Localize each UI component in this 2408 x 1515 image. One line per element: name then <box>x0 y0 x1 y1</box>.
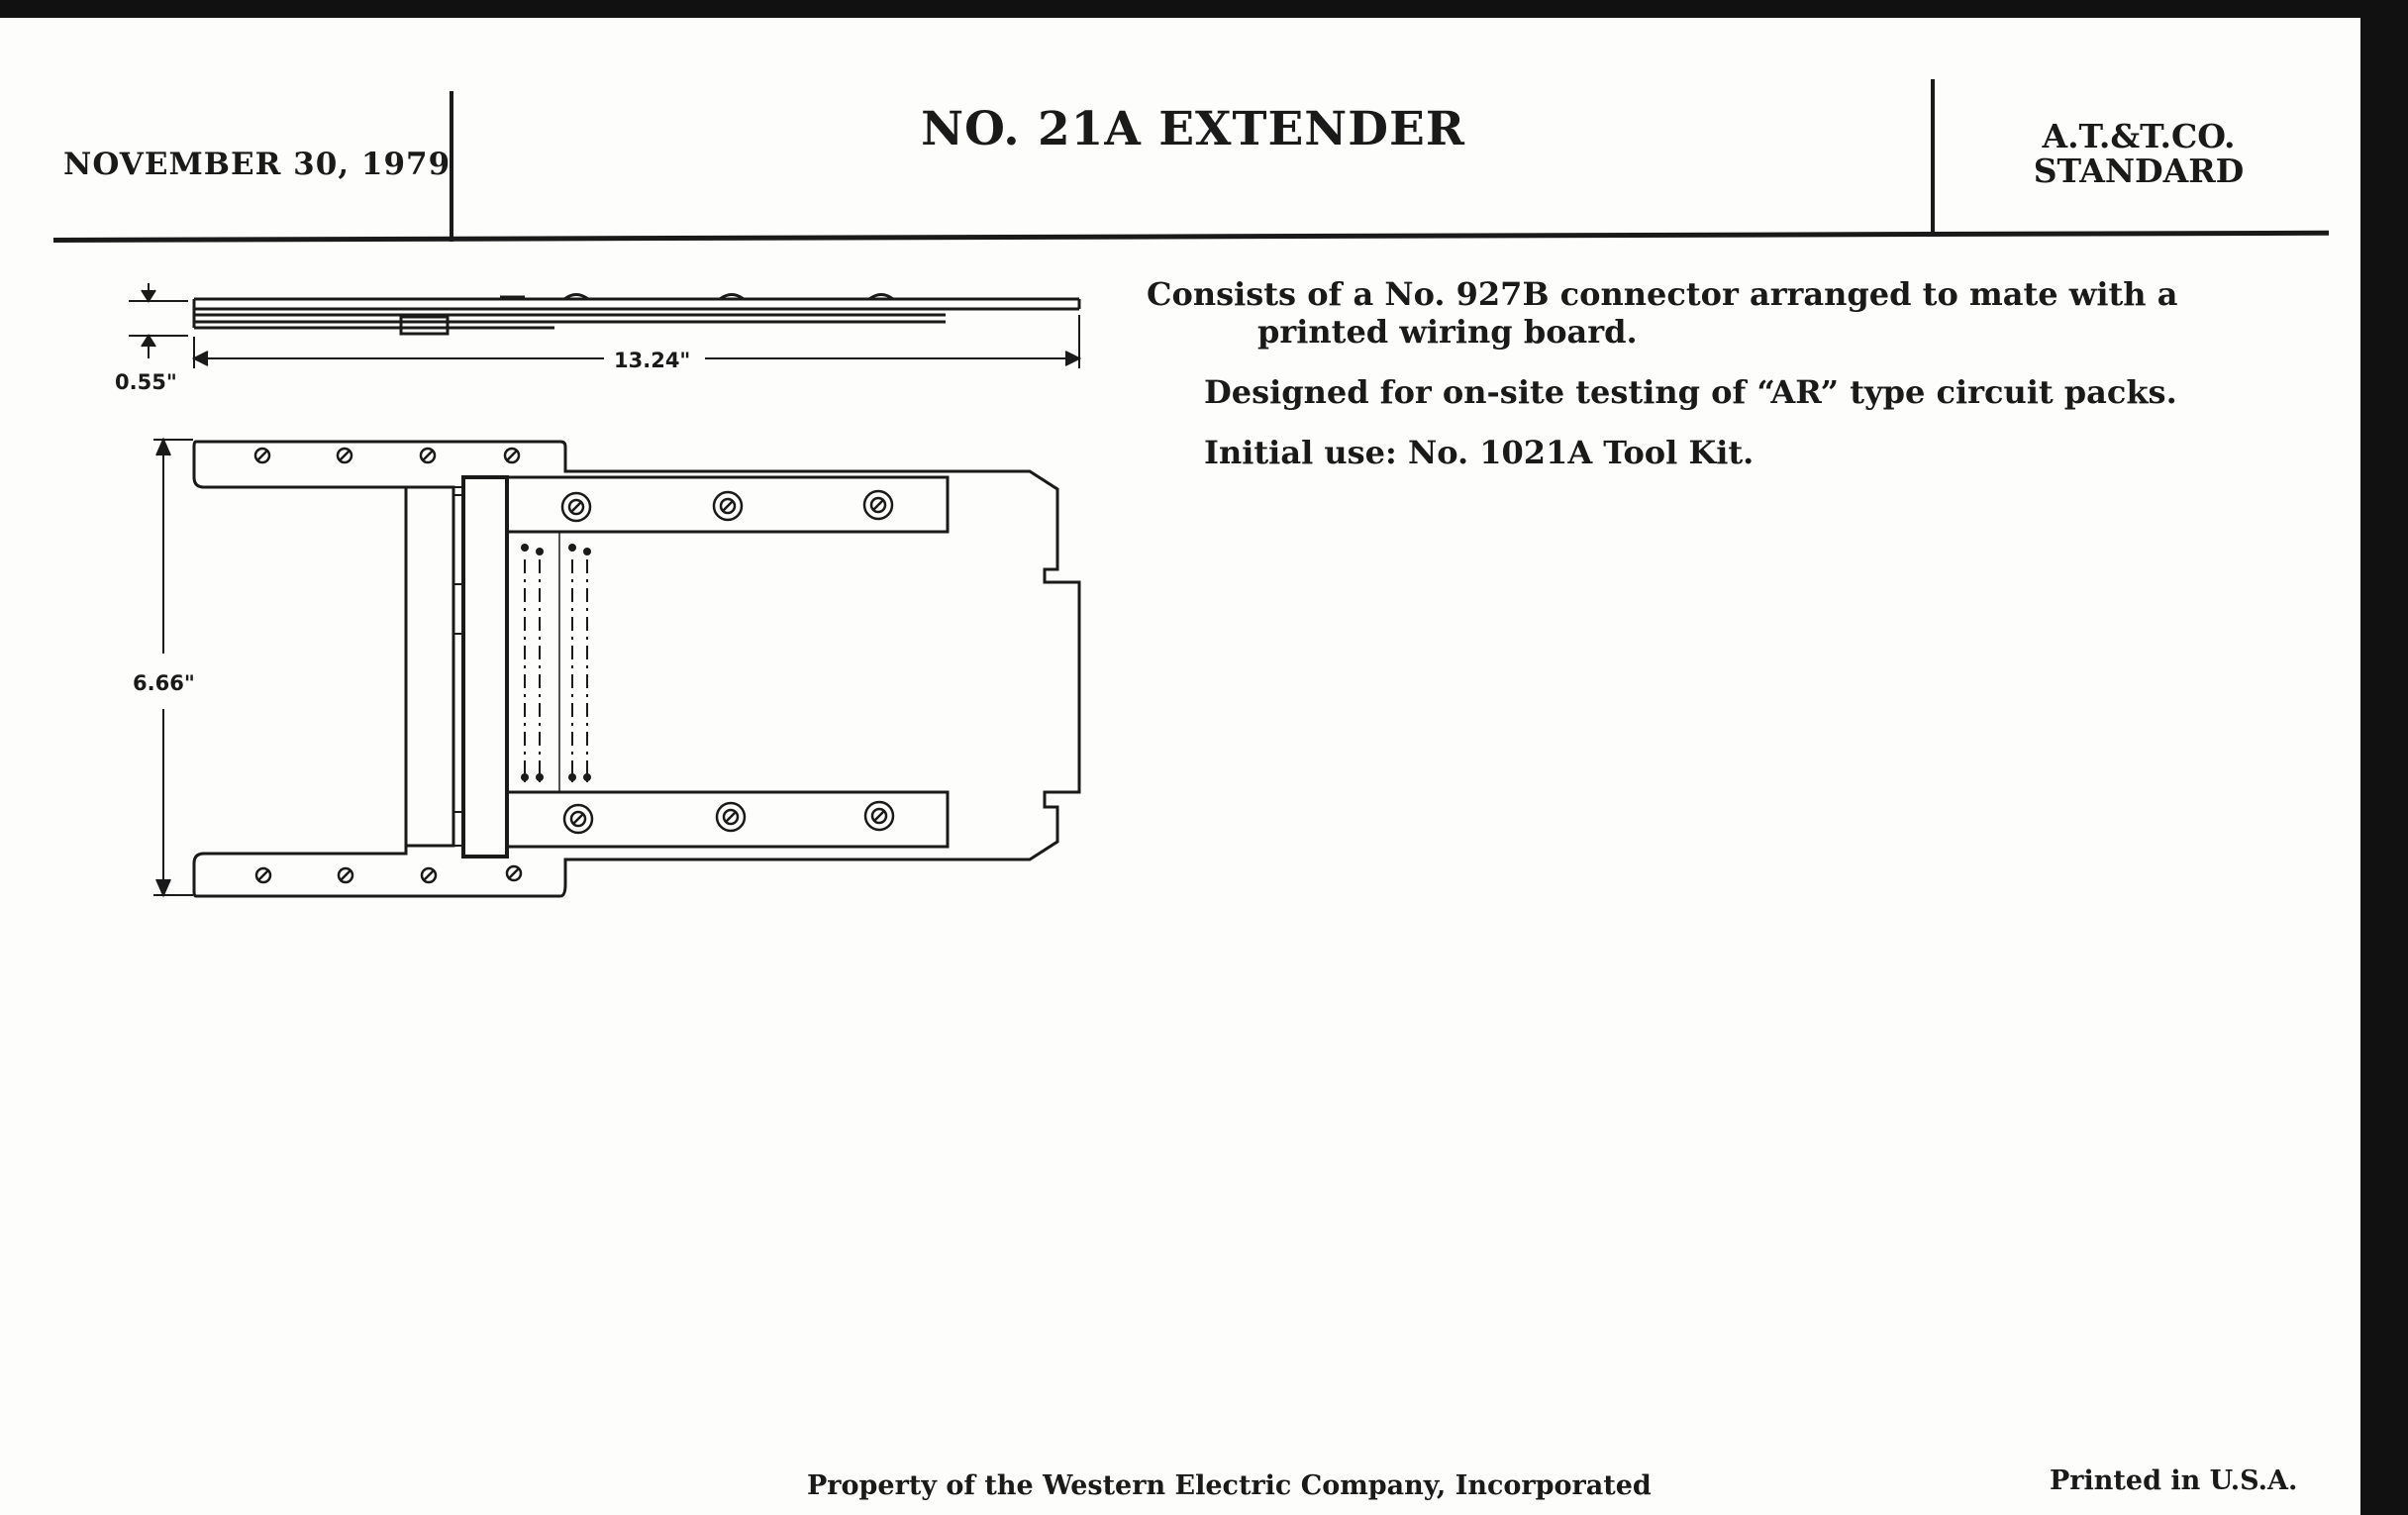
standard-line-2: STANDARD <box>2033 152 2245 190</box>
issue-date: NOVEMBER 30, 1979 <box>63 147 452 182</box>
width-dimension-label: 6.66" <box>133 671 195 695</box>
height-dimension <box>129 283 188 358</box>
plan-view <box>194 442 1079 896</box>
screws <box>255 449 893 882</box>
width-dimension <box>153 440 193 895</box>
property-notice: Property of the Western Electric Company, Incorporated <box>807 1470 1652 1501</box>
printed-notice: Printed in U.S.A. <box>2050 1465 2298 1496</box>
description <box>1147 275 2315 471</box>
description-paragraph-3: Initial use: No. 1021A Tool Kit. <box>1204 434 1755 471</box>
height-dimension-label: 0.55" <box>115 370 177 394</box>
length-dimension-label: 13.24" <box>614 349 691 372</box>
page-title: NO. 21A EXTENDER <box>921 102 1465 156</box>
description-paragraph-1: Consists of a No. 927B connector arranged to mate with a printed wiring board. <box>1147 275 2178 351</box>
header-divider-right <box>1931 79 1935 232</box>
extender-drawing <box>0 0 1109 921</box>
description-paragraph-2: Designed for on-site testing of “AR” type circuit packs. <box>1204 373 2177 411</box>
standard-line-1: A.T.&T.CO. <box>2042 117 2236 155</box>
side-view <box>194 295 1079 335</box>
scan-right-edge <box>2360 0 2408 1515</box>
standard-label <box>1970 119 2307 188</box>
